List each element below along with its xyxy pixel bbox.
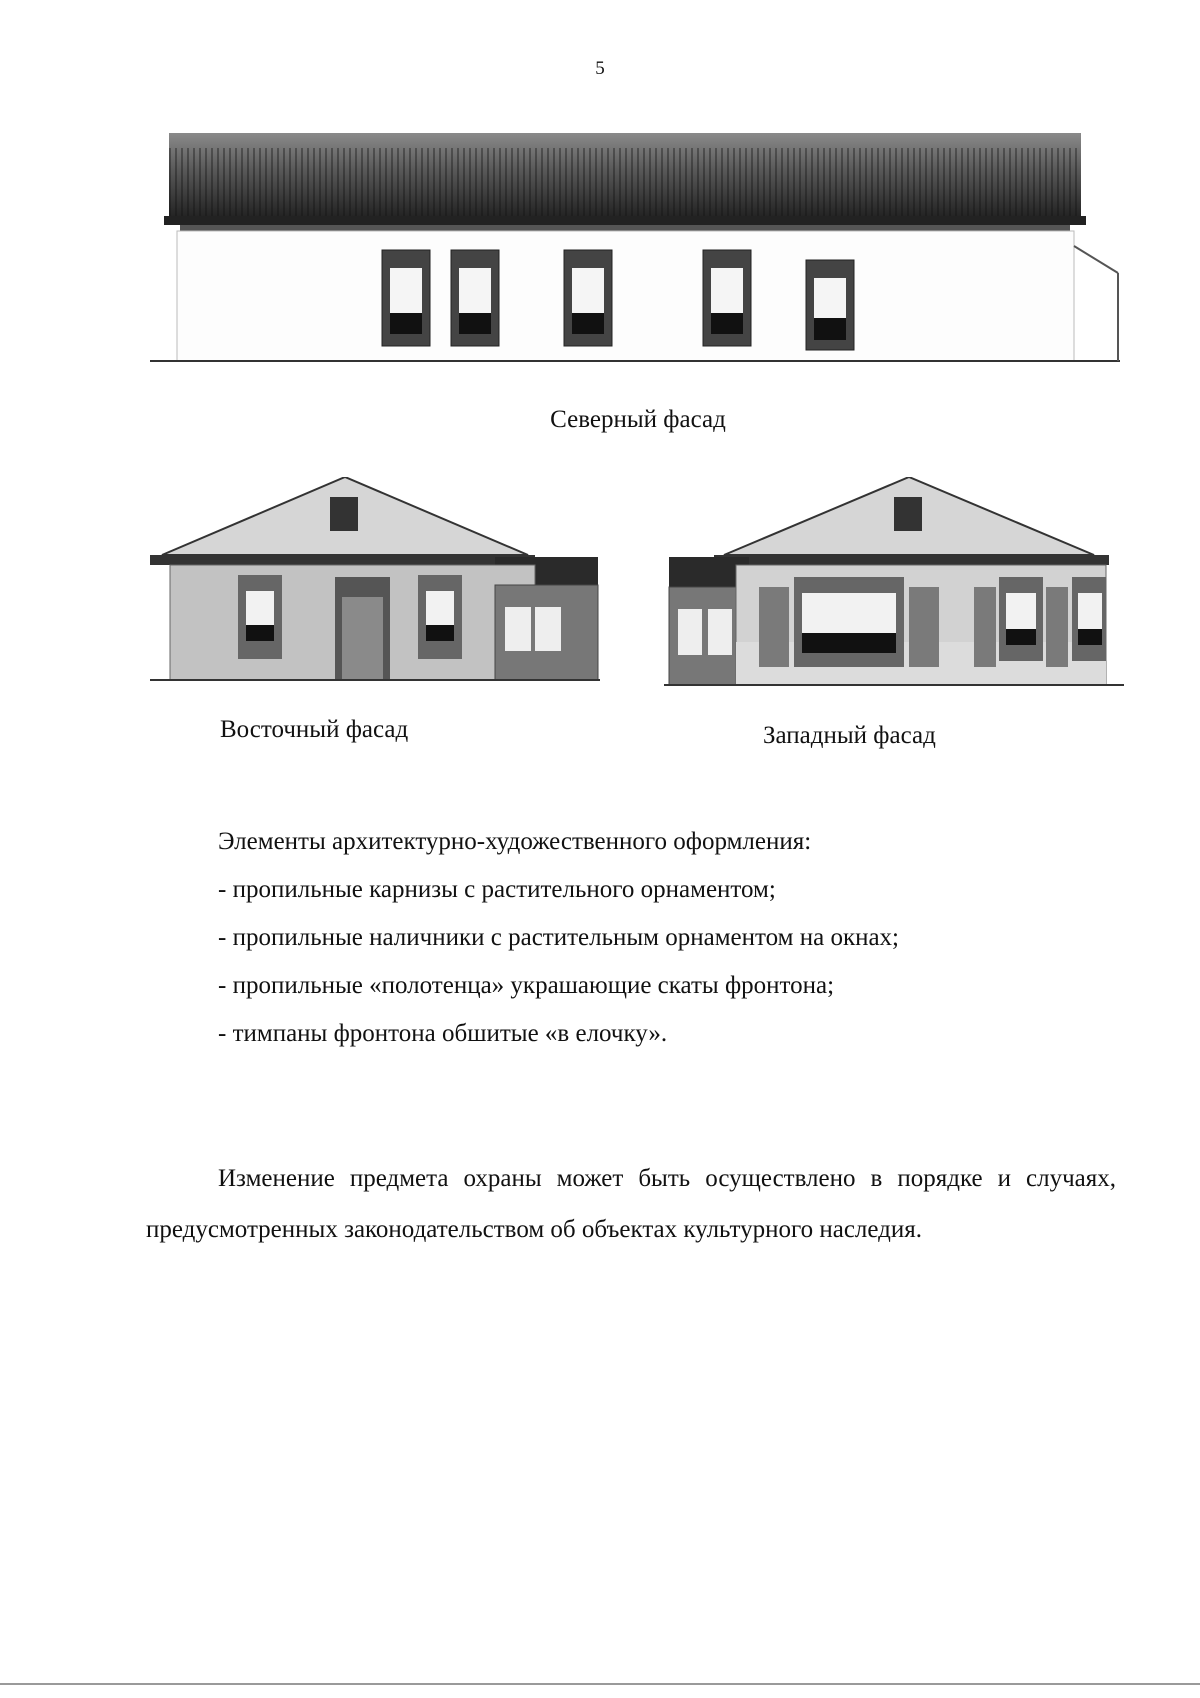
west-facade-caption: Западный фасад [763,722,936,749]
list-item: - пропильные наличники с растительным орнаментом на окнах; [218,924,900,951]
west-facade-drawing [664,477,1124,692]
east-facade-caption: Восточный фасад [220,716,409,743]
elements-heading: Элементы архитектурно-художественного оформления: [218,828,812,855]
list-item: - тимпаны фронтона обшитые «в елочку». [218,1020,668,1047]
protection-paragraph: Изменение предмета охраны может быть осуществлено в порядке и случаях, предусмотренных законодательством об объектах культурного наследия. [146,1165,1116,1243]
list-item: - пропильные карнизы с растительного орнаментом; [218,876,776,903]
east-facade-drawing [150,477,600,687]
north-facade-drawing [150,128,1120,373]
decoration-elements-list [218,818,899,1058]
page-number: 5 [595,58,605,79]
bottom-rule [0,1683,1200,1685]
north-facade-caption: Северный фасад [550,406,726,433]
list-item: - пропильные «полотенца» украшающие скаты фронтона; [218,972,835,999]
